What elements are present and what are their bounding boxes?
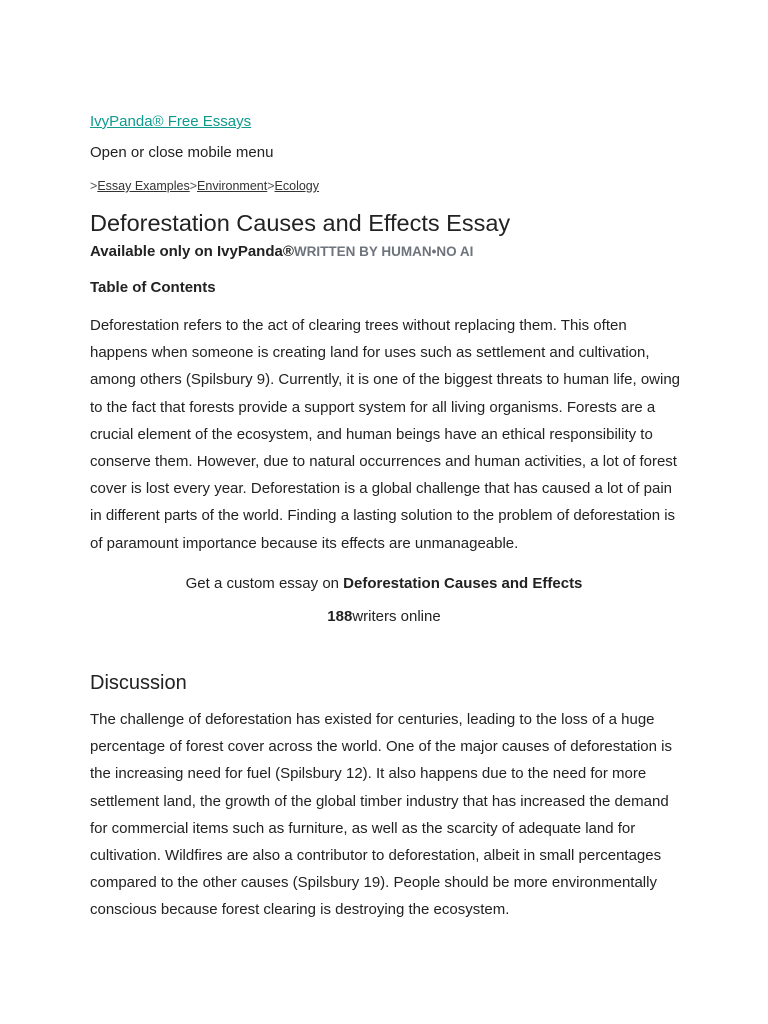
no-ai-badge: NO AI xyxy=(436,244,474,259)
page-title: Deforestation Causes and Effects Essay xyxy=(90,210,511,236)
availability-line xyxy=(90,243,473,260)
badge-separator-dot: • xyxy=(431,244,437,259)
breadcrumb-link-environment[interactable]: Environment xyxy=(197,179,268,193)
breadcrumb-separator: > xyxy=(267,179,275,193)
breadcrumb xyxy=(90,179,319,193)
written-by-human-badge: WRITTEN BY HUMAN xyxy=(293,244,432,259)
writers-online-counter xyxy=(90,608,678,625)
writers-count: 188 xyxy=(327,608,353,625)
cta-topic: Deforestation Causes and Effects xyxy=(343,575,583,592)
breadcrumb-link-essay-examples[interactable]: Essay Examples xyxy=(97,179,190,193)
intro-paragraph: Deforestation refers to the act of clearing trees without replacing them. This often happens when someone is creating land for uses such as settlement and cultivation, among others (Spilsbury 9). Currently, it is one of the biggest threats to human life, owing to the fact that forests provide a support system for all living organisms. Forests are a crucial element of the ecosystem, and human beings have an ethical responsibility to conserve them. However, due to natural occurrences and human activities, a lot of forest cover is lost every year. Deforestation is a global challenge that has caused a lot of pain in different parts of the world. Finding a lasting solution to the problem of deforestation is of paramount importance because its effects are unmanageable. xyxy=(90,317,681,552)
breadcrumb-separator: > xyxy=(90,179,98,193)
table-of-contents-toggle[interactable]: Table of Contents xyxy=(90,279,216,296)
brand-home-link[interactable]: IvyPanda® Free Essays xyxy=(90,113,252,130)
mobile-menu-toggle[interactable]: Open or close mobile menu xyxy=(90,144,274,161)
availability-label: Available only on IvyPanda® xyxy=(90,243,294,260)
writers-label: writers online xyxy=(352,608,441,625)
custom-essay-cta[interactable] xyxy=(90,575,678,592)
discussion-heading: Discussion xyxy=(90,672,187,694)
breadcrumb-link-ecology[interactable]: Ecology xyxy=(274,179,320,193)
cta-prefix: Get a custom essay on xyxy=(185,575,344,592)
discussion-paragraph: The challenge of deforestation has existed for centuries, leading to the loss of a huge percentage of forest cover across the world. One of the major causes of deforestation is the increasing need for fuel (Spilsbury 12). It also happens due to the need for more settlement land, the growth of the global timber industry that has increased the demand for commercial items such as furniture, as well as the scarcity of adequate land for cultivation. Wildfires are also a contributor to deforestation, albeit in small percentages compared to the other causes (Spilsbury 19). People should be more environmentally conscious because forest clearing is destroying the ecosystem. xyxy=(90,711,672,919)
breadcrumb-separator: > xyxy=(189,179,198,193)
